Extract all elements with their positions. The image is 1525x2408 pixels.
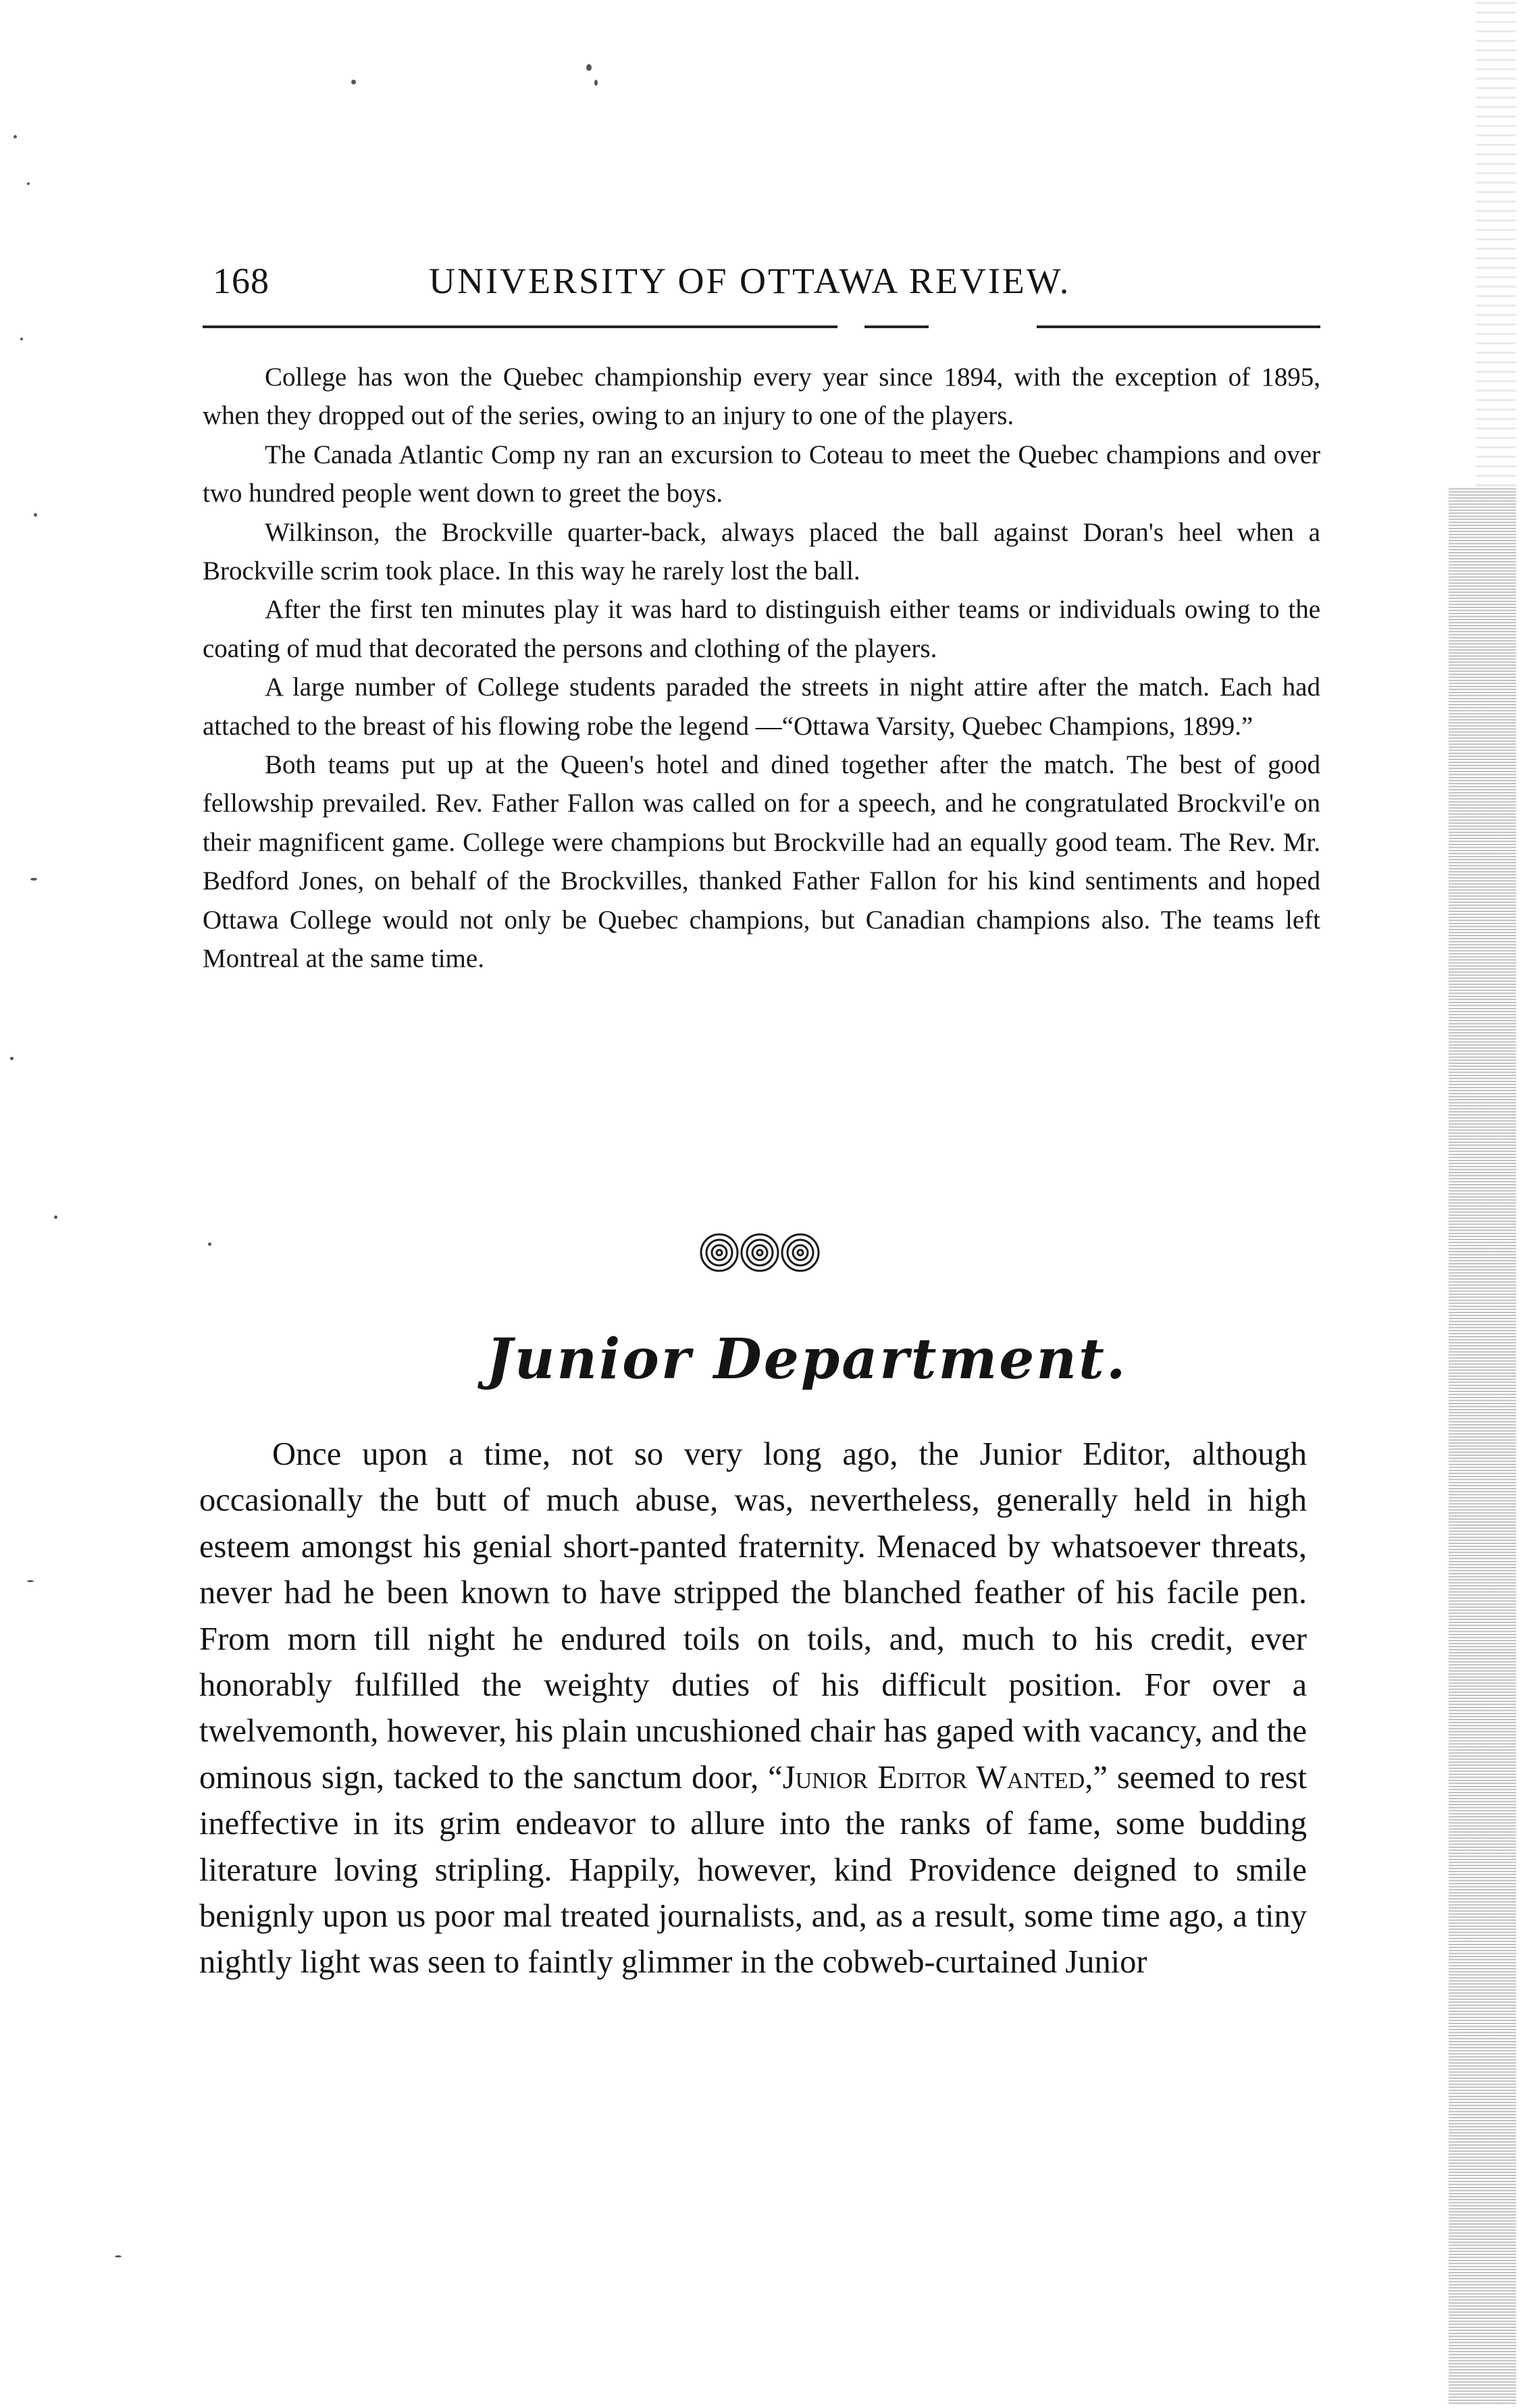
header-rule-gap [929, 323, 1037, 330]
scan-speck [34, 513, 37, 517]
scan-speck [10, 1057, 14, 1060]
running-head [199, 260, 1320, 314]
scan-speck [208, 1242, 211, 1246]
paragraph [199, 1432, 1307, 1986]
scan-speck [115, 2255, 122, 2257]
paragraph: After the first ten minutes play it was hard to distinguish either teams or individuals owing to the coating of mud that decorated the persons and clothing of the players. [203, 595, 1320, 663]
scan-speck [14, 135, 17, 138]
header-rule [203, 325, 1320, 328]
scan-speck [27, 1580, 34, 1582]
junior-department-text [199, 1432, 1307, 1986]
sign-text: Junior Editor Wanted, [782, 1759, 1093, 1796]
scan-speck [54, 1215, 57, 1219]
page-number: 168 [213, 261, 269, 301]
scan-speck [27, 182, 30, 185]
paragraph: College has won the Quebec championship every year since 1894, with the exception of 1895, when they dropped out of the series, owing to an injury to one of the players. [203, 363, 1320, 431]
scan-edge-top [1476, 0, 1516, 486]
paragraph: Both teams put up at the Queen's hotel and dined together after the match. The best of good fellowship prevailed. Rev. Father Fallon was called on for a speech, and he congratulated Brockvil'e on their magnificent game. College were champions but Brockville had an equally good team. The Rev. Mr. Bedford Jones, on behalf of the Brockvilles, thanked Father Fallon for his kind sentiments and hoped Ottawa College would not only be Quebec champions, but Canadian champions also. The teams left Montreal at the same time. [203, 750, 1320, 974]
scan-speck [20, 338, 23, 340]
sports-notes [203, 358, 1320, 978]
paragraph-text: ” seemed to rest ineffective in its grim endeavor to allure into the ranks of fame, some budding literature loving stripling. Happily, however, kind Providence deigned to smile benignly upon us poor mal treated journalists, and, as a result, some time ago, a tiny nightly light was seen to faintly glimmer in the cobweb-curtained Junior [199, 1759, 1307, 1981]
paragraph: A large number of College students paraded the streets in night attire after the match. Each had attached to the breast of his flowing robe the legend —“Ottawa Varsity, Quebec Champions, 1899.” [203, 673, 1320, 741]
header-rule-gap [837, 323, 864, 330]
scan-edge-strip [1449, 486, 1516, 2404]
paragraph-text: Once upon a time, not so very long ago, the Junior Editor, although occasionally the butt of much abuse, was, nevertheless, generally held in high esteem amongst his genial short-panted fraternity. Menaced by whatsoever threats, never had he been known to have stripped the blanched feather of his facile pen. From morn till night he endured toils on toils, and, much to his credit, ever honorably fulfilled the weighty duties of his difficult position. For over a twelvemonth, however, his plain uncushioned chair has gaped with vacancy, and the ominous sign, tacked to the sanctum door, “ [199, 1436, 1307, 1796]
scan-speck [586, 64, 592, 71]
scan-speck [351, 80, 356, 84]
scan-speck [30, 878, 37, 881]
section-heading: Junior Department. [486, 1327, 1128, 1392]
scan-speck [594, 80, 598, 86]
paragraph: The Canada Atlantic Comp ny ran an excursion to Coteau to meet the Quebec champions and over two hundred people went down to greet the boys. [203, 440, 1320, 508]
spiral-ornament-icon [692, 1229, 827, 1276]
paragraph: Wilkinson, the Brockville quarter-back, always placed the ball against Doran's heel when a Brockville scrim took place. In this way he rarely lost the ball. [203, 517, 1320, 586]
journal-title: UNIVERSITY OF OTTAWA REVIEW. [429, 261, 1071, 301]
